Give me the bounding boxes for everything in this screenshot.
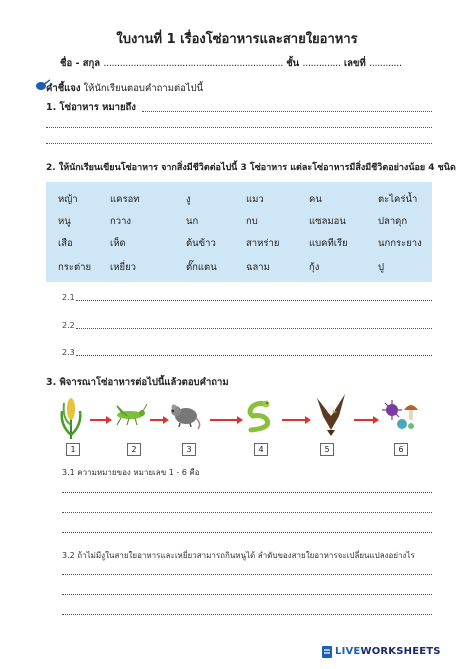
arrow-icon — [210, 419, 238, 421]
arrow-head-icon — [373, 416, 379, 424]
answer-line[interactable] — [46, 127, 432, 128]
arrow-icon — [150, 419, 164, 421]
organism-cell: เห็ด — [110, 238, 126, 249]
organism-grid — [46, 182, 432, 282]
chain-number-box: 3 — [182, 443, 196, 456]
brand-suffix: WORKSHEETS — [360, 646, 441, 657]
chain-number-box: 2 — [127, 443, 141, 456]
organism-cell: หญ้า — [58, 194, 78, 205]
brand-prefix: LIVE — [335, 646, 361, 657]
organism-cell: ปู — [378, 262, 385, 273]
instructions-text: ให้นักเรียนตอบคำถามต่อไปนี้ — [83, 83, 204, 94]
organism-cell: ต้นข้าว — [186, 238, 216, 249]
snake-icon — [245, 398, 275, 434]
chain-number-box: 4 — [254, 443, 268, 456]
organism-cell: ตะไคร่น้ำ — [378, 194, 418, 205]
number-field[interactable]: ............ — [369, 58, 402, 69]
question-3-2: 3.2 ถ้าไม่มีงูในสายใยอาหารและเหยี่ยวสามารถกินหนูได้ ลำดับของสายใยอาหารจะเปลี่ยนแปลงอย่างไร — [62, 551, 415, 560]
organism-cell: งู — [186, 194, 191, 205]
student-info-row — [60, 56, 402, 71]
organism-cell: เหยี่ยว — [110, 262, 136, 273]
organism-cell: นก — [186, 216, 199, 227]
answer-line[interactable] — [62, 574, 432, 575]
class-field[interactable]: .............. — [302, 58, 341, 69]
liveworksheets-logo[interactable] — [335, 646, 441, 657]
organism-cell: คน — [309, 194, 322, 205]
answer-line[interactable] — [62, 594, 432, 595]
organism-cell: กระต่าย — [58, 262, 92, 273]
answer-line[interactable] — [62, 614, 432, 615]
arrow-head-icon — [237, 416, 243, 424]
answer-line[interactable] — [76, 355, 432, 356]
organism-cell: แมว — [246, 194, 264, 205]
arrow-head-icon — [163, 416, 169, 424]
organism-cell: กวาง — [110, 216, 132, 227]
arrow-icon — [354, 419, 374, 421]
arrow-icon — [282, 419, 306, 421]
class-label: ชั้น — [286, 58, 300, 69]
grasshopper-icon — [113, 404, 147, 426]
name-field[interactable]: .................................................................. — [103, 58, 283, 69]
question-3-1: 3.1 ความหมายของ หมายเลข 1 - 6 คือ — [62, 468, 200, 477]
answer-line[interactable] — [62, 492, 432, 493]
chain-number-box: 6 — [394, 443, 408, 456]
organism-cell: เสือ — [58, 238, 73, 249]
question-2: 2. ให้นักเรียนเขียนโซ่อาหาร จากสิ่งมีชีวิตต่อไปนี้ 3 โซ่อาหาร แต่ละโซ่อาหารมีสิ่งมีชีวิตอย่างน้อย 4 ชนิด — [46, 163, 456, 173]
organism-cell: หนู — [58, 216, 71, 227]
answer-line[interactable] — [62, 532, 432, 533]
decomposer-icon — [380, 396, 420, 432]
organism-cell: สาหร่าย — [246, 238, 280, 249]
organism-cell: กุ้ง — [309, 262, 320, 273]
arrow-icon — [90, 419, 107, 421]
page-title: ใบงานที่ 1 เรื่องโซ่อาหารและสายใยอาหาร — [116, 32, 358, 47]
instructions — [46, 81, 203, 96]
organism-cell: ตั๊กแตน — [186, 262, 217, 273]
organism-cell: ปลาดุก — [378, 216, 408, 227]
answer-line[interactable] — [142, 111, 432, 112]
arrow-head-icon — [305, 416, 311, 424]
organism-cell: กบ — [246, 216, 258, 227]
organism-cell: แครอท — [110, 194, 140, 205]
answer-line[interactable] — [46, 143, 432, 144]
organism-cell: แซลมอน — [309, 216, 346, 227]
organism-cell: ฉลาม — [246, 262, 270, 273]
corn-icon — [58, 395, 84, 439]
answer-line[interactable] — [76, 300, 432, 301]
question-3: 3. พิจารณาโซ่อาหารต่อไปนี้แล้วตอบคำถาม — [46, 377, 229, 388]
answer-2-3-label: 2.3 — [62, 348, 75, 357]
answer-line[interactable] — [62, 512, 432, 513]
eagle-icon — [313, 392, 349, 436]
liveworksheets-logo-icon — [321, 645, 333, 659]
answer-2-2-label: 2.2 — [62, 321, 75, 330]
arrow-head-icon — [106, 416, 112, 424]
organism-cell: นกกระยาง — [378, 238, 422, 249]
rat-icon — [170, 402, 202, 430]
instructions-label: คำชี้แจง — [46, 83, 81, 94]
chain-number-box: 5 — [320, 443, 334, 456]
organism-cell: แบคทีเรีย — [309, 238, 348, 249]
chain-number-box: 1 — [66, 443, 80, 456]
question-1: 1. โซ่อาหาร หมายถึง — [46, 102, 136, 113]
number-label: เลขที่ — [343, 58, 366, 69]
answer-line[interactable] — [76, 328, 432, 329]
answer-2-1-label: 2.1 — [62, 293, 75, 302]
name-label: ชื่อ - สกุล — [60, 58, 101, 69]
